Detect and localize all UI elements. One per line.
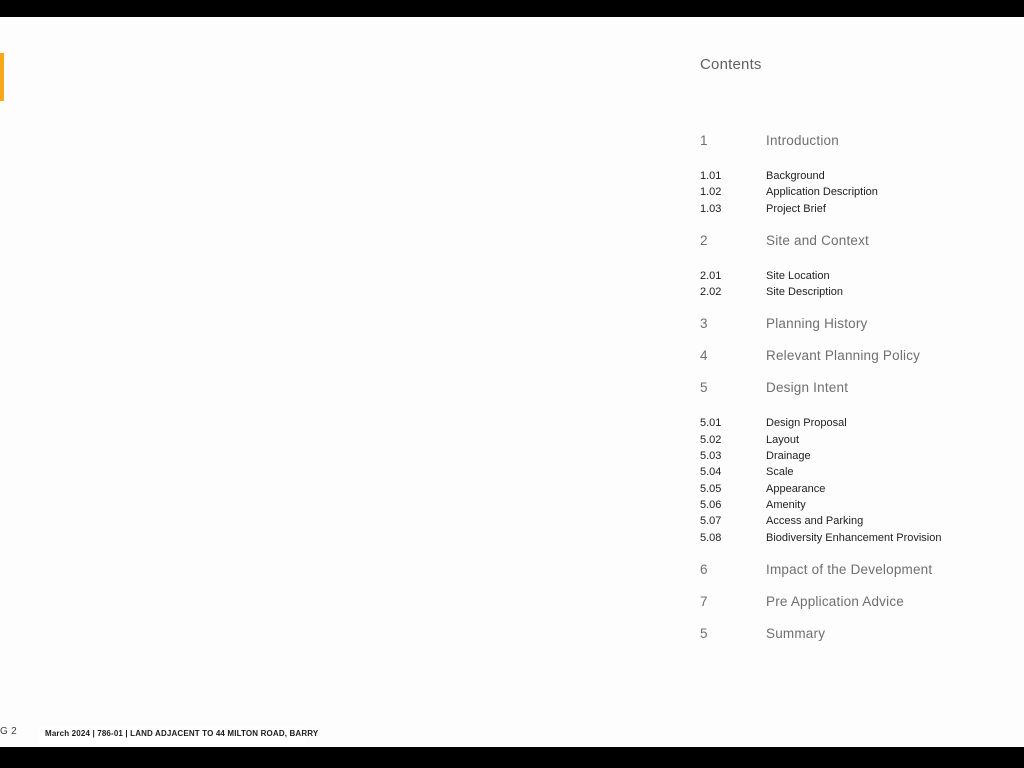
toc-item-label: Application Description (766, 186, 878, 199)
toc-item-number: 5 (700, 625, 708, 641)
toc-row-sub[interactable] (700, 464, 1010, 480)
toc-item-label: Impact of the Development (766, 561, 933, 577)
toc-row-section[interactable] (700, 316, 1010, 332)
toc-item-number: 2 (700, 232, 708, 248)
toc-item-number: 1.02 (700, 186, 722, 199)
toc-item-label: Layout (766, 433, 800, 446)
toc-row-sub[interactable] (700, 481, 1010, 497)
toc-row-sub[interactable] (700, 432, 1010, 448)
toc-item-number: 5.01 (700, 417, 722, 430)
footer-doc-info: March 2024 | 786-01 | LAND ADJACENT TO 44 MILTON ROAD, BARRY (45, 729, 319, 738)
toc-item-label: Design Proposal (766, 417, 847, 430)
toc-row-section[interactable] (700, 348, 1010, 364)
toc-item-label: Site Location (766, 269, 830, 282)
toc-item-label: Site and Context (766, 232, 870, 248)
toc-row-section[interactable] (700, 626, 1010, 642)
toc-item-number: 5.08 (700, 531, 722, 544)
toc-row-sub[interactable] (700, 268, 1010, 284)
toc-item-number: 5.03 (700, 450, 722, 463)
toc-item-number: 2.01 (700, 269, 722, 282)
toc-item-number: 3 (700, 316, 708, 332)
table-of-contents (700, 55, 1010, 642)
toc-item-label: Appearance (766, 482, 826, 495)
toc-item-label: Summary (766, 625, 826, 641)
toc-item-label: Amenity (766, 498, 806, 511)
toc-item-label: Planning History (766, 316, 868, 332)
toc-row-section[interactable] (700, 233, 1010, 249)
toc-item-number: 5.02 (700, 433, 722, 446)
toc-item-label: Pre Application Advice (766, 593, 904, 609)
toc-row-sub[interactable] (700, 415, 1010, 431)
toc-item-number: 5 (700, 380, 708, 396)
toc-item-number: 7 (700, 593, 708, 609)
toc-item-number: 1.03 (700, 202, 722, 215)
toc-list (700, 133, 1010, 642)
page-number-label: G 2 (0, 726, 18, 737)
toc-row-sub[interactable] (700, 513, 1010, 529)
toc-row-section[interactable] (700, 562, 1010, 578)
toc-row-section[interactable] (700, 133, 1010, 149)
toc-item-number: 4 (700, 348, 708, 364)
toc-item-number: 6 (700, 561, 708, 577)
toc-item-number: 5.07 (700, 515, 722, 528)
toc-item-label: Drainage (766, 450, 811, 463)
toc-row-section[interactable] (700, 380, 1010, 396)
toc-row-sub[interactable] (700, 201, 1010, 217)
toc-row-sub[interactable] (700, 168, 1010, 184)
toc-item-number: 5.04 (700, 466, 722, 479)
letterbox-top-bar (0, 0, 1024, 17)
toc-row-sub[interactable] (700, 497, 1010, 513)
toc-row-sub[interactable] (700, 530, 1010, 546)
toc-item-label: Biodiversity Enhancement Provision (766, 531, 942, 544)
toc-item-number: 5.06 (700, 498, 722, 511)
toc-item-number: 5.05 (700, 482, 722, 495)
toc-item-label: Design Intent (766, 380, 849, 396)
toc-item-label: Scale (766, 466, 794, 479)
toc-row-sub[interactable] (700, 184, 1010, 200)
toc-item-label: Relevant Planning Policy (766, 348, 921, 364)
toc-item-number: 1 (700, 133, 708, 148)
toc-item-label: Background (766, 170, 825, 182)
toc-item-label: Introduction (766, 133, 839, 148)
toc-item-label: Access and Parking (766, 515, 864, 528)
toc-item-number: 1.01 (700, 170, 722, 182)
toc-row-sub[interactable] (700, 448, 1010, 464)
accent-tab-marker (0, 53, 4, 101)
toc-row-section[interactable] (700, 594, 1010, 610)
page-title: Contents (700, 56, 762, 73)
toc-row-sub[interactable] (700, 284, 1010, 300)
toc-item-label: Project Brief (766, 202, 826, 215)
toc-item-number: 2.02 (700, 286, 722, 299)
toc-item-label: Site Description (766, 286, 844, 299)
letterbox-bottom-bar (0, 747, 1024, 768)
